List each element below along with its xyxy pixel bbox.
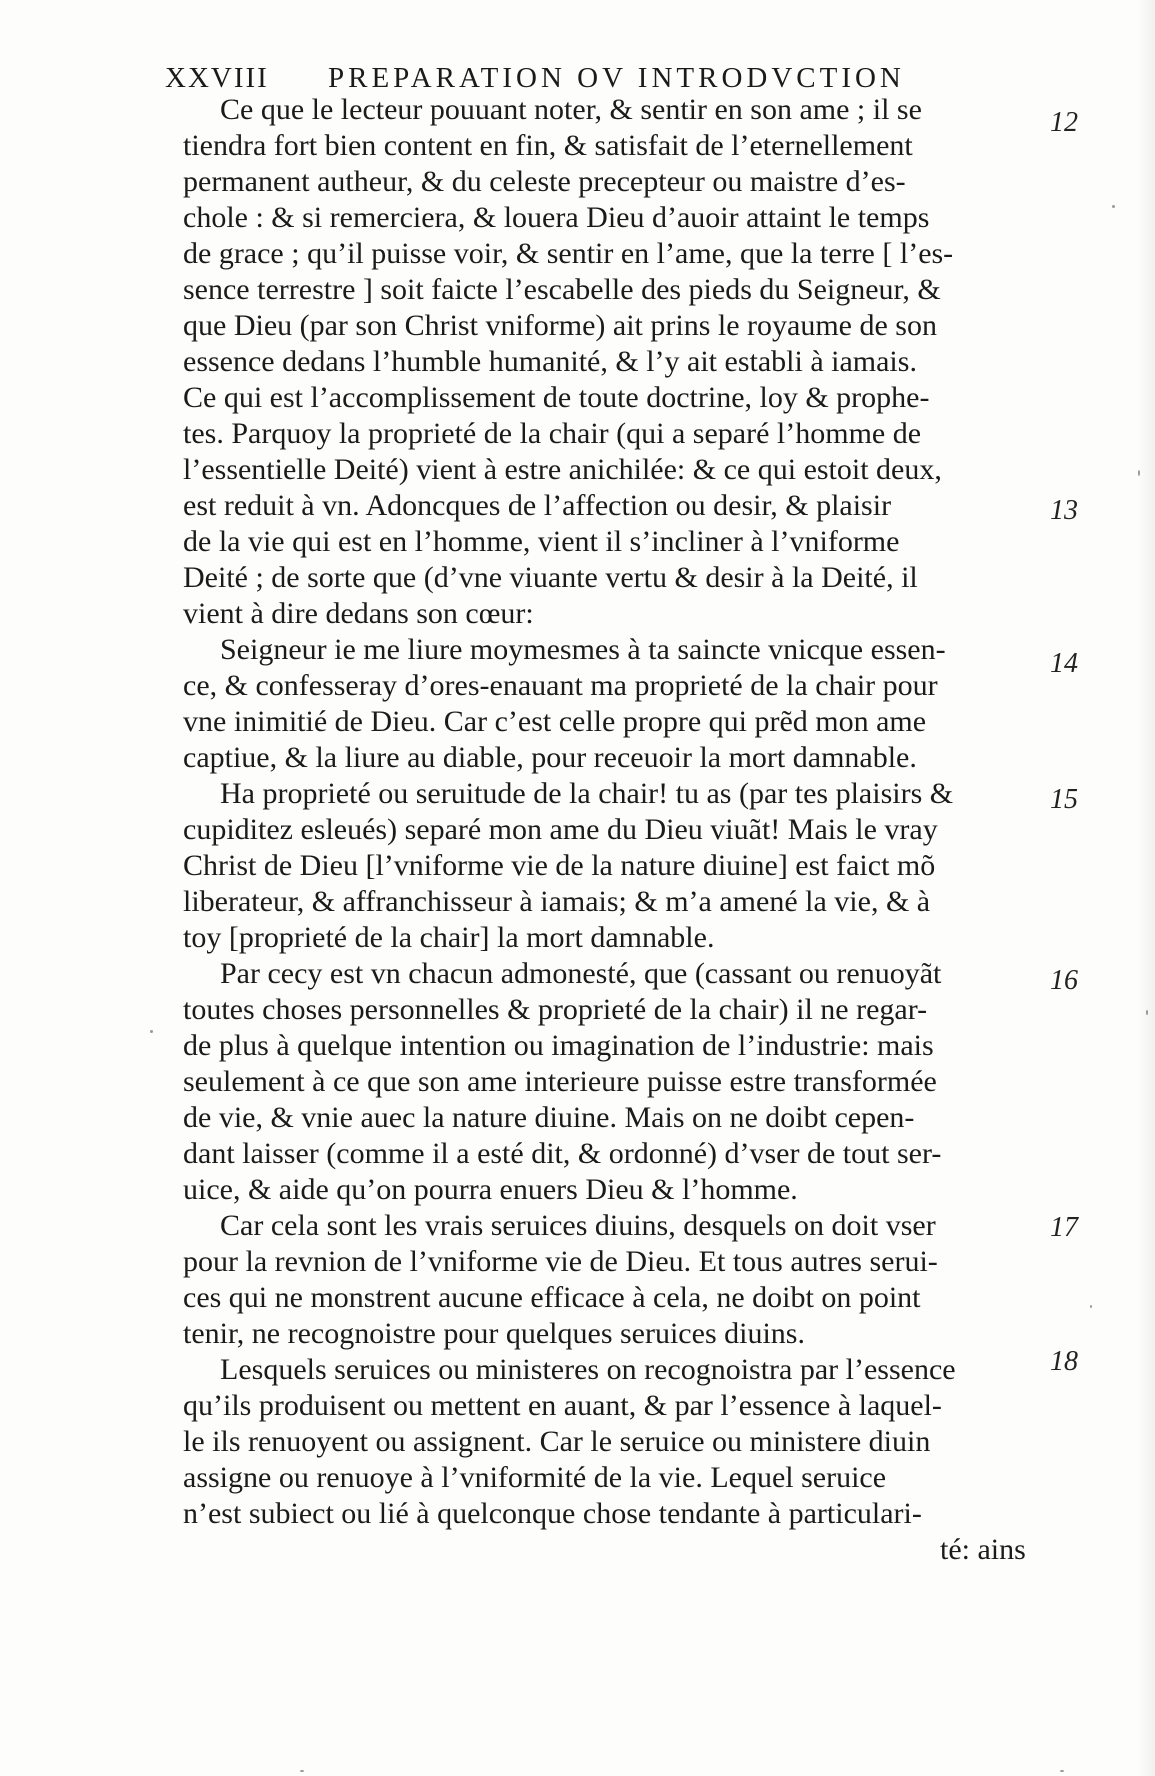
text-line: ce, & confesseray d’ores-enauant ma proprieté de la chair pour [183,669,938,702]
text-line: Par cecy est vn chacun admonesté, que (cassant ou renuoyãt [220,957,942,990]
verse-number: 17 [1050,1212,1078,1243]
verse-number: 15 [1050,784,1078,815]
text-line: assigne ou renuoye à l’vniformité de la vie. Lequel seruice [183,1461,887,1494]
text-line: cupiditez esleués) separé mon ame du Dieu viuãt! Mais le vray [183,813,938,846]
ink-speck [1060,1770,1064,1772]
verse-number: 12 [1050,107,1078,138]
text-line: n’est subiect ou lié à quelconque chose tendante à particulari- [183,1497,922,1530]
text-line: uice, & aide qu’on pourra enuers Dieu & l’homme. [183,1173,798,1206]
text-line: chole : & si remerciera, & louera Dieu d’auoir attaint le temps [183,201,930,234]
text-line: sence terrestre ] soit faicte l’escabelle des pieds du Seigneur, & [183,273,941,306]
ink-speck [1090,1305,1092,1308]
text-line: liberateur, & affranchisseur à iamais; & m’a amené la vie, & à [183,885,931,918]
text-line: est reduit à vn. Adoncques de l’affection ou desir, & plaisir [183,489,892,522]
text-line: dant laisser (comme il a esté dit, & ordonné) d’vser de tout ser- [183,1137,942,1170]
folio-number: XXVIII [165,62,269,94]
text-line: Ce qui est l’accomplissement de toute doctrine, loy & prophe- [183,381,930,414]
verse-number: 18 [1050,1346,1078,1377]
text-line: tes. Parquoy la proprieté de la chair (qui a separé l’homme de [183,417,922,450]
text-line: toutes choses personnelles & proprieté de la chair) il ne regar- [183,993,928,1026]
text-line: de vie, & vnie auec la nature diuine. Mais on ne doibt cepen- [183,1101,915,1134]
text-line: le ils renuoyent ou assignent. Car le seruice ou ministere diuin [183,1425,931,1458]
text-line: essence dedans l’humble humanité, & l’y ait establi à iamais. [183,345,917,378]
text-line: l’essentielle Deité) vient à estre anichilée: & ce qui estoit deux, [183,453,942,486]
catchword: té: ains [940,1533,1026,1566]
text-line: tiendra fort bien content en fin, & satisfait de l’eternellement [183,129,913,162]
page-edge-shadow [1137,0,1155,1776]
text-line: Deité ; de sorte que (d’vne viuante vertu & desir à la Deité, il [183,561,918,594]
text-line: qu’ils produisent ou mettent en auant, & par l’essence à laquel- [183,1389,942,1422]
text-line: toy [proprieté de la chair] la mort damnable. [183,921,715,954]
text-line: vne inimitié de Dieu. Car c’est celle propre qui prẽd mon ame [183,705,927,738]
verse-number: 14 [1050,648,1078,679]
ink-speck [300,1770,304,1772]
verse-number: 16 [1050,965,1078,996]
text-line: Seigneur ie me liure moymesmes à ta saincte vnicque essen- [220,633,946,666]
text-line: pour la revnion de l’vniforme vie de Dieu. Et tous autres serui- [183,1245,938,1278]
text-line: seulement à ce que son ame interieure puisse estre transformée [183,1065,937,1098]
verse-number: 13 [1050,495,1078,526]
running-title: PREPARATION OV INTRODVCTION [328,62,905,94]
text-line: Christ de Dieu [l’vniforme vie de la nature diuine] est faict mõ [183,849,936,882]
text-line: que Dieu (par son Christ vniforme) ait prins le royaume de son [183,309,937,342]
text-line: tenir, ne recognoistre pour quelques seruices diuins. [183,1317,805,1350]
text-line: Lesquels seruices ou ministeres on recognoistra par l’essence [220,1353,956,1386]
text-line: de la vie qui est en l’homme, vient il s’incliner à l’vniforme [183,525,900,558]
text-line: vient à dire dedans son cœur: [183,597,534,630]
text-line: de plus à quelque intention ou imagination de l’industrie: mais [183,1029,934,1062]
text-line: de grace ; qu’il puisse voir, & sentir en l’ame, que la terre [ l’es- [183,237,954,270]
text-line: captiue, & la liure au diable, pour receuoir la mort damnable. [183,741,917,774]
ink-speck [150,1030,153,1033]
ink-speck [1112,205,1115,208]
text-line: Car cela sont les vrais seruices diuins, desquels on doit vser [220,1209,936,1242]
text-line: ces qui ne monstrent aucune efficace à cela, ne doibt on point [183,1281,921,1314]
text-line: Ha proprieté ou seruitude de la chair! tu as (par tes plaisirs & [220,777,954,810]
text-line: permanent autheur, & du celeste precepteur ou maistre d’es- [183,165,906,198]
text-line: Ce que le lecteur pouuant noter, & sentir en son ame ; il se [220,93,922,126]
